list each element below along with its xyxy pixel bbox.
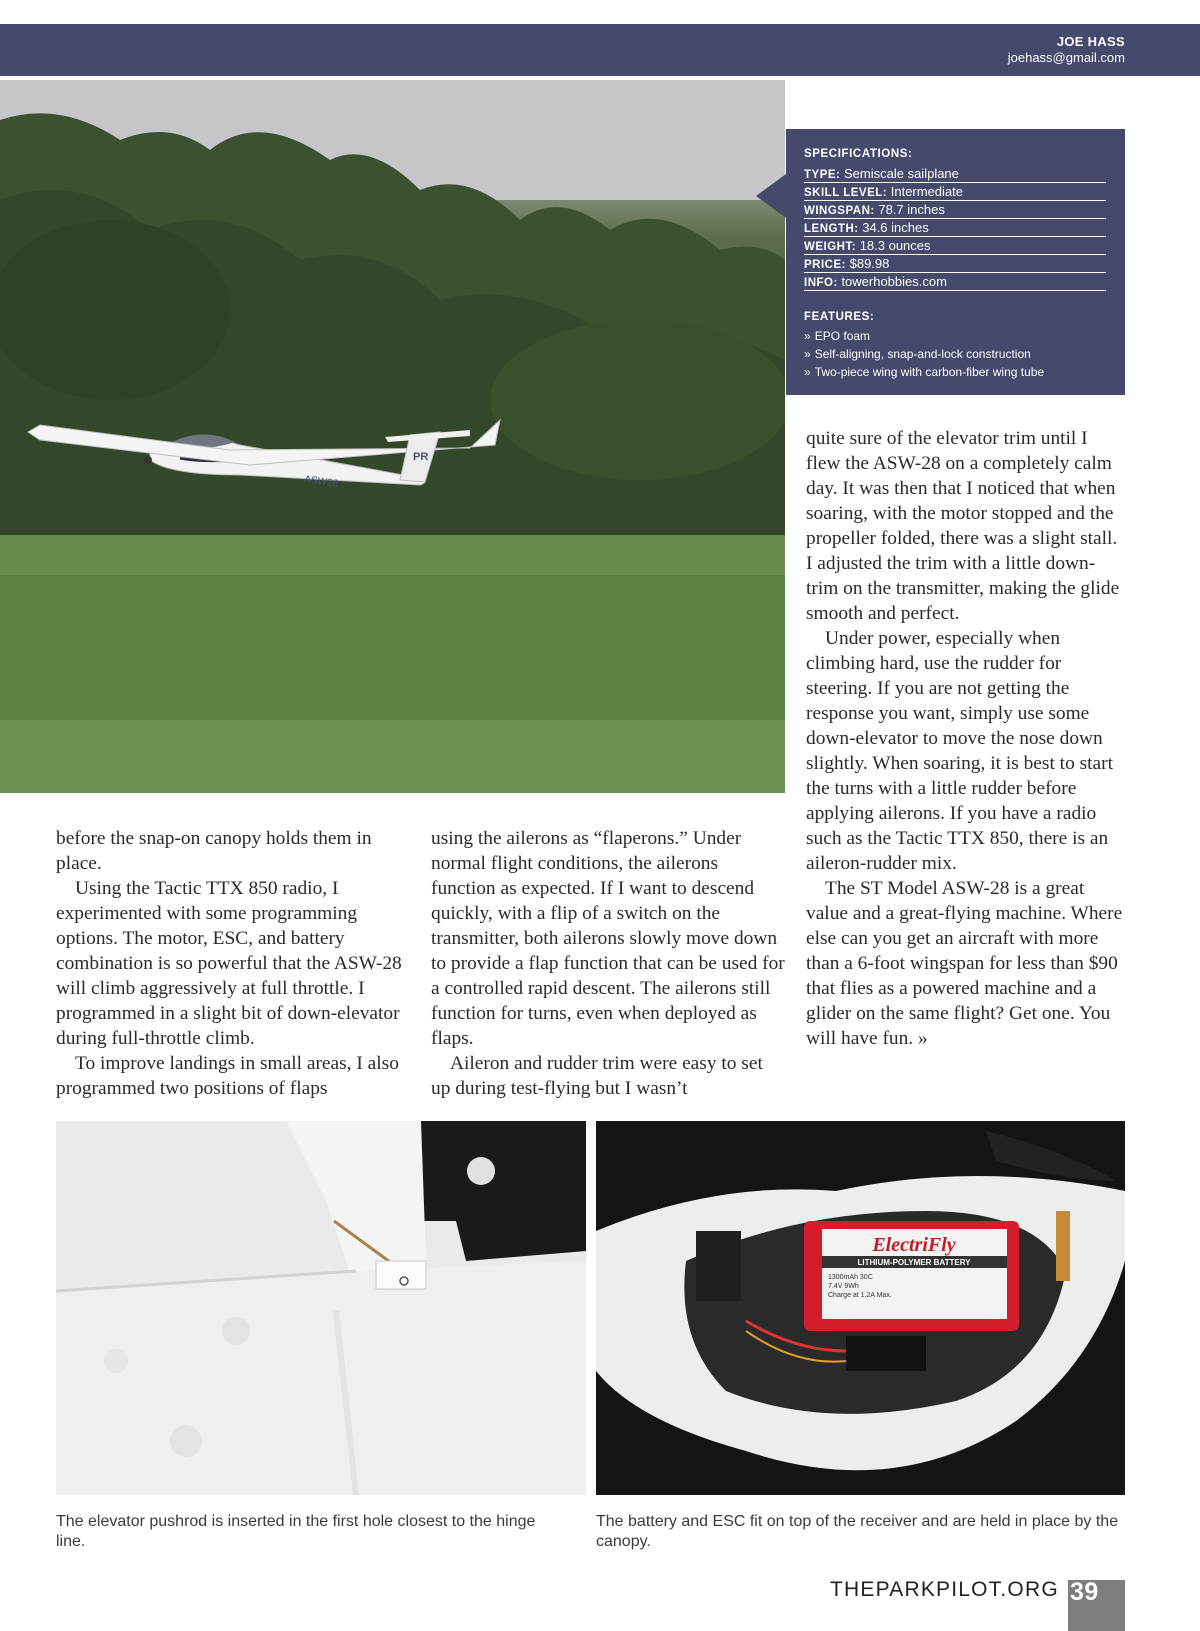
specifications-heading: SPECIFICATIONS:: [804, 148, 913, 160]
spec-value: 78.7 inches: [878, 202, 945, 217]
caption-battery-esc: The battery and ESC fit on top of the receiver and are held in place by the canopy.: [596, 1513, 1119, 1550]
paragraph: Under power, especially when climbing hard, use the rudder for steering. If you are not getting the response you want, simply use some down-elevator to move the nose down slightly. When soaring, it is best to start the turns with a little rudder before applying ailerons. If you have a radio such as the Tactic TTX 850, there is an aileron-rudder mix.: [806, 628, 1113, 874]
svg-text:ElectriFly: ElectriFly: [872, 1234, 956, 1256]
author-name: JOE HASS: [1056, 34, 1125, 49]
spec-label: SKILL LEVEL:: [804, 187, 888, 199]
feature-text: Self-aligning, snap-and-lock construction: [814, 347, 1031, 361]
spec-row-price: [804, 255, 1106, 273]
spec-row-length: [804, 219, 1106, 237]
paragraph: To improve landings in small areas, I also programmed two positions of flaps: [56, 1053, 399, 1099]
svg-text:LITHIUM-POLYMER BATTERY: LITHIUM-POLYMER BATTERY: [857, 1258, 971, 1267]
spec-value: 18.3 ounces: [859, 238, 931, 253]
spec-row-info: [804, 273, 1106, 291]
paragraph: before the snap-on canopy holds them in place.: [56, 828, 372, 874]
specifications-panel: [786, 129, 1125, 395]
paragraph: Using the Tactic TTX 850 radio, I experimented with some programming options. The motor, ESC, and battery combination is so powerful that the ASW-28 will climb aggressively at full throttle. I programmed in a slight bit of down-elevator during full-throttle climb.: [56, 878, 402, 1049]
spec-row-weight: [804, 237, 1106, 255]
spec-label: INFO:: [804, 277, 838, 289]
page-number: 39: [1070, 1578, 1099, 1606]
spec-label: TYPE:: [804, 169, 841, 181]
svg-text:7.4V 9Wh: 7.4V 9Wh: [828, 1283, 859, 1290]
bullet-chevron-icon: »: [804, 347, 811, 361]
spec-row-type: [804, 165, 1106, 183]
photo-battery-esc-illustration: [596, 1121, 1125, 1495]
bullet-chevron-icon: »: [804, 329, 811, 343]
svg-text:PR: PR: [413, 451, 429, 463]
feature-text: Two-piece wing with carbon-fiber wing tube: [814, 365, 1045, 379]
features-heading: FEATURES:: [804, 311, 875, 323]
photo-elevator-pushrod-illustration: [56, 1121, 586, 1495]
specs-pointer: [756, 174, 786, 218]
battery-pack: [804, 1221, 1019, 1331]
feature-item: [804, 346, 1031, 362]
spec-value: $89.98: [849, 256, 890, 271]
spec-label: WINGSPAN:: [804, 205, 875, 217]
author-byline: [1008, 34, 1125, 66]
spec-label: PRICE:: [804, 259, 846, 271]
feature-item: [804, 328, 870, 344]
spec-value: Semiscale sailplane: [844, 166, 959, 181]
spec-value: Intermediate: [890, 184, 963, 199]
svg-text:Charge at 1.2A Max.: Charge at 1.2A Max.: [828, 1292, 892, 1299]
author-email: joehass@gmail.com: [1007, 50, 1125, 65]
spec-value: 34.6 inches: [862, 220, 929, 235]
spec-row-wingspan: [804, 201, 1106, 219]
hero-photo-illustration: [0, 80, 785, 793]
svg-text:ASW28: ASW28: [303, 474, 339, 490]
text-column-1: [56, 826, 406, 1101]
paragraph: Aileron and rudder trim were easy to set up during test-flying but I wasn’t: [431, 1053, 763, 1099]
paragraph: quite sure of the elevator trim until I flew the ASW-28 on a completely calm day. It was then that I noticed that when soaring, with the motor stopped and the propeller folded, there was a slight stall. I adjusted the trim with a little down-trim on the transmitter, making the glide smooth and perfect.: [806, 428, 1120, 624]
text-column-3: [806, 426, 1126, 1051]
caption-elevator-pushrod: The elevator pushrod is inserted in the first hole closest to the hinge line.: [56, 1513, 536, 1550]
text-column-2: [431, 826, 786, 1101]
feature-item: [804, 364, 1044, 380]
spec-row-skill-level: [804, 183, 1106, 201]
footer-website: THEPARKPILOT.ORG: [830, 1578, 1059, 1601]
hero-photo-glider: [0, 80, 785, 793]
svg-text:1300mAh 30C: 1300mAh 30C: [828, 1274, 873, 1281]
bullet-chevron-icon: »: [804, 365, 811, 379]
photo-elevator-pushrod: [56, 1121, 586, 1495]
feature-text: EPO foam: [814, 329, 871, 343]
paragraph: The ST Model ASW-28 is a great value and a great-flying machine. Where else can you get an aircraft with more than a 6-foot wingspan for less than $90 that flies as a powered machine and a glider on the same flight? Get one. You will have fun. »: [806, 878, 1123, 1049]
spec-label: WEIGHT:: [804, 241, 857, 253]
spec-value: towerhobbies.com: [841, 274, 947, 289]
photo-battery-esc: [596, 1121, 1125, 1495]
paragraph: using the ailerons as “flaperons.” Under normal flight conditions, the ailerons function as expected. If I want to descend quickly, with a flip of a switch on the transmitter, both ailerons slowly move down to provide a flap function that can be used for a controlled rapid descent. The ailerons still function for turns, even when deployed as flaps.: [431, 828, 785, 1049]
spec-label: LENGTH:: [804, 223, 859, 235]
